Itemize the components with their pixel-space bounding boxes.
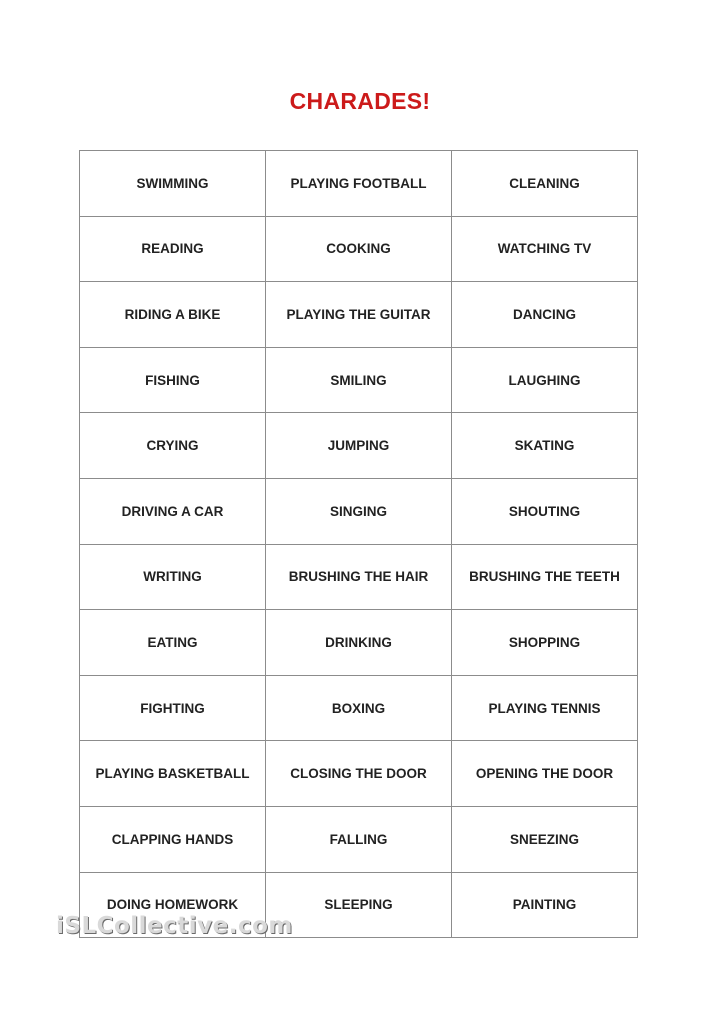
table-row xyxy=(80,347,638,413)
charade-card: PLAYING THE GUITAR xyxy=(266,282,452,348)
charades-table xyxy=(79,150,638,938)
table-row xyxy=(80,675,638,741)
charade-card: SHOPPING xyxy=(452,610,638,676)
charade-card: CLAPPING HANDS xyxy=(80,806,266,872)
charade-card: FISHING xyxy=(80,347,266,413)
charade-card: OPENING THE DOOR xyxy=(452,741,638,807)
charade-card: LAUGHING xyxy=(452,347,638,413)
charade-card: SKATING xyxy=(452,413,638,479)
charades-table-body xyxy=(80,151,638,938)
charade-card: CLEANING xyxy=(452,151,638,217)
charade-card: RIDING A BIKE xyxy=(80,282,266,348)
charade-card: SINGING xyxy=(266,478,452,544)
charade-card: PAINTING xyxy=(452,872,638,938)
charade-card: DANCING xyxy=(452,282,638,348)
charade-card: SHOUTING xyxy=(452,478,638,544)
table-row xyxy=(80,478,638,544)
table-row xyxy=(80,741,638,807)
charade-card: READING xyxy=(80,216,266,282)
charade-card: WATCHING TV xyxy=(452,216,638,282)
charade-card: PLAYING BASKETBALL xyxy=(80,741,266,807)
charade-card: PLAYING TENNIS xyxy=(452,675,638,741)
charade-card: EATING xyxy=(80,610,266,676)
charade-card: FALLING xyxy=(266,806,452,872)
charade-card: BRUSHING THE TEETH xyxy=(452,544,638,610)
charade-card: CRYING xyxy=(80,413,266,479)
charade-card: BRUSHING THE HAIR xyxy=(266,544,452,610)
table-row xyxy=(80,216,638,282)
charade-card: DRIVING A CAR xyxy=(80,478,266,544)
charade-card: FIGHTING xyxy=(80,675,266,741)
charade-card: COOKING xyxy=(266,216,452,282)
table-row xyxy=(80,151,638,217)
charade-card: SMILING xyxy=(266,347,452,413)
charade-card: WRITING xyxy=(80,544,266,610)
charade-card: JUMPING xyxy=(266,413,452,479)
table-row xyxy=(80,806,638,872)
page-title: CHARADES! xyxy=(289,88,431,114)
charade-card: DRINKING xyxy=(266,610,452,676)
table-row xyxy=(80,282,638,348)
charade-card: DOING HOMEWORK xyxy=(80,872,266,938)
table-row xyxy=(80,610,638,676)
charade-card: SNEEZING xyxy=(452,806,638,872)
watermark-logo: iSLCollective.com xyxy=(56,913,293,939)
charade-card: SLEEPING xyxy=(266,872,452,938)
charade-card: BOXING xyxy=(266,675,452,741)
charade-card: SWIMMING xyxy=(80,151,266,217)
charade-card: CLOSING THE DOOR xyxy=(266,741,452,807)
charade-card: PLAYING FOOTBALL xyxy=(266,151,452,217)
table-row xyxy=(80,413,638,479)
table-row xyxy=(80,544,638,610)
